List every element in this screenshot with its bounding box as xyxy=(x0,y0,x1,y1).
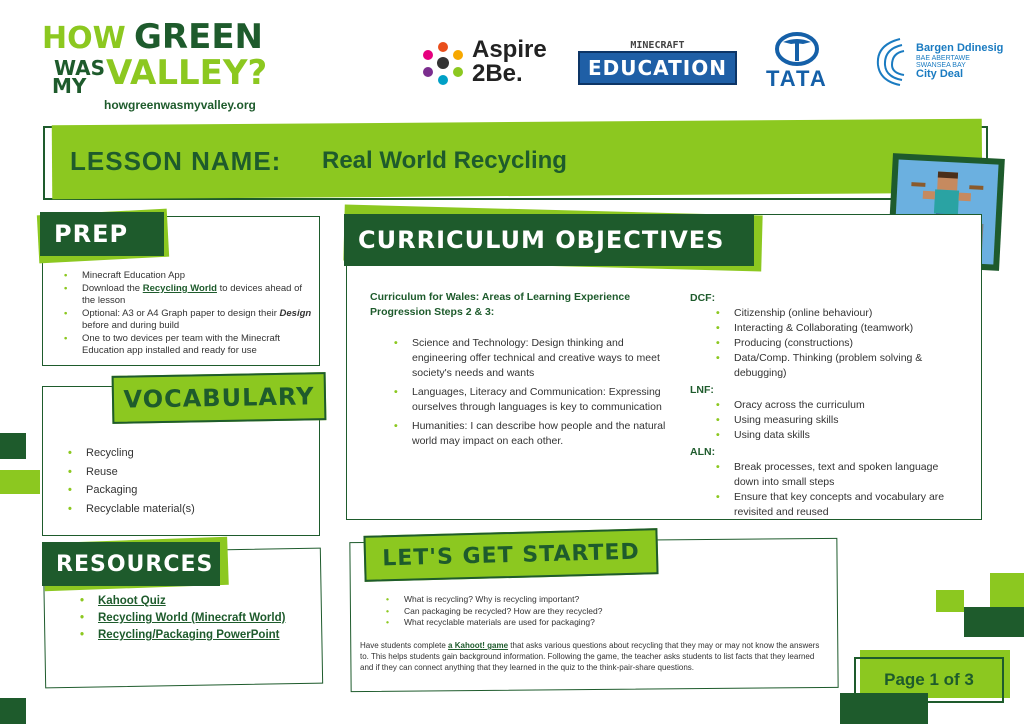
aln-item: • Break processes, text and spoken language down into small steps xyxy=(708,460,960,490)
tata-emblem-icon xyxy=(775,32,819,66)
started-paragraph: Have students complete a Kahoot! game that asks various questions about recycling that they may or may not know the answers to. This helps students gain background information. Following the game, the teacher asks students to list facts that they learned and if they can connect anything that they learned in the quiz to the think-pair-share questions. xyxy=(360,641,820,672)
prep-item: • One to two devices per team with the Minecraft Education app installed and ready for use xyxy=(56,333,314,358)
page-indicator: Page 1 of 3 xyxy=(854,657,1004,703)
question-item: • What is recycling? Why is recycling important? xyxy=(378,594,798,606)
aspire-text-1: Aspire xyxy=(472,36,547,63)
vocabulary-item: • Packaging xyxy=(60,481,300,500)
decor-square xyxy=(0,698,26,724)
minecraft-text: MINECRAFT xyxy=(630,39,685,51)
resource-item xyxy=(72,593,312,610)
prep-list xyxy=(56,270,314,358)
curriculum-list xyxy=(386,336,670,449)
vocabulary-item: • Recycling xyxy=(60,444,300,463)
prep-item: • Download the Recycling World to devices ahead of the lesson xyxy=(56,283,314,308)
education-text: EDUCATION xyxy=(578,51,737,85)
city-deal-line3: SWANSEA BAY xyxy=(916,62,966,69)
vocabulary-item: • Recyclable material(s) xyxy=(60,500,300,519)
recycling-world-link[interactable]: Recycling World xyxy=(142,282,217,294)
decor-square xyxy=(964,607,1024,637)
prep-item: • Minecraft Education App xyxy=(56,270,314,283)
decor-square xyxy=(936,590,964,612)
curriculum-heading: CURRICULUM OBJECTIVES xyxy=(344,214,754,266)
vocabulary-list xyxy=(60,444,300,518)
minecraft-education-logo xyxy=(578,30,737,94)
dcf-list xyxy=(690,306,960,381)
vocabulary-heading: VOCABULARY xyxy=(112,372,327,424)
decor-square xyxy=(0,433,26,459)
aspire-text-2: 2Be. xyxy=(472,60,523,87)
lnf-list xyxy=(690,398,960,443)
lnf-label: LNF: xyxy=(690,384,714,396)
curriculum-right-column xyxy=(690,291,960,520)
vocabulary-item: • Reuse xyxy=(60,463,300,482)
dcf-item: • Interacting & Collaborating (teamwork) xyxy=(708,321,960,336)
recycling-world-resource-link[interactable]: Recycling World (Minecraft World) xyxy=(98,612,286,624)
question-item: • Can packaging be recycled? How are they recycled? xyxy=(378,606,798,618)
resource-item xyxy=(72,627,312,644)
prep-item: • Optional: A3 or A4 Graph paper to design their Design before and during build xyxy=(56,308,314,333)
logo-word-was: WAS xyxy=(54,56,106,80)
city-deal-line2: BAE ABERTAWE xyxy=(916,54,970,62)
dcf-label: DCF: xyxy=(690,292,716,304)
city-deal-logo xyxy=(870,30,1003,94)
city-deal-line4: City Deal xyxy=(916,68,964,81)
curriculum-item: • Science and Technology: Design thinking and engineering offer technical and creative ways to meet society's needs and wants xyxy=(386,336,670,381)
lnf-item: • Using data skills xyxy=(708,428,960,443)
resources-list xyxy=(72,593,312,644)
curriculum-item: • Humanities: I can describe how people and the natural world may impact on each other. xyxy=(386,419,670,449)
kahoot-game-link[interactable]: a Kahoot! game xyxy=(448,641,509,650)
logo-word-valley: VALLEY? xyxy=(106,53,268,93)
aln-item: • Ensure that key concepts and vocabulary are revisited and reused xyxy=(708,490,960,520)
lesson-name-label: LESSON NAME: xyxy=(70,146,282,176)
decor-square xyxy=(0,470,40,494)
dcf-item: • Data/Comp. Thinking (problem solving & debugging) xyxy=(708,351,960,381)
decor-square xyxy=(840,693,928,724)
powerpoint-link[interactable]: Recycling/Packaging PowerPoint xyxy=(98,629,280,641)
logo-word-how: HOW xyxy=(42,21,126,56)
logo-word-green: GREEN xyxy=(134,17,263,57)
resources-heading: RESOURCES xyxy=(42,542,220,586)
aspire2be-logo xyxy=(418,30,547,94)
city-deal-wave-icon xyxy=(870,35,914,89)
lnf-item: • Oracy across the curriculum xyxy=(708,398,960,413)
resource-item xyxy=(72,610,312,627)
curriculum-intro: Curriculum for Wales: Areas of Learning Experience Progression Steps 2 & 3: xyxy=(370,291,631,318)
started-questions xyxy=(378,594,798,629)
lnf-item: • Using measuring skills xyxy=(708,413,960,428)
aspire2be-icon xyxy=(418,37,468,87)
aln-list xyxy=(690,460,960,520)
dcf-item: • Citizenship (online behaviour) xyxy=(708,306,960,321)
prep-heading: PREP xyxy=(40,212,164,256)
dcf-item: • Producing (constructions) xyxy=(708,336,960,351)
question-item: • What recyclable materials are used for packaging? xyxy=(378,617,798,629)
started-heading: LET'S GET STARTED xyxy=(363,528,658,582)
tata-logo xyxy=(766,30,828,94)
logo-word-my: MY xyxy=(52,74,87,98)
tata-text: TATA xyxy=(766,66,828,91)
site-url[interactable]: howgreenwasmyvalley.org xyxy=(104,98,256,112)
curriculum-item: • Languages, Literacy and Communication: Expressing ourselves through languages is key to communication xyxy=(386,385,670,415)
decor-square xyxy=(990,573,1024,607)
lesson-title: Real World Recycling xyxy=(322,147,567,174)
kahoot-quiz-link[interactable]: Kahoot Quiz xyxy=(98,595,166,607)
city-deal-line1: Bargen Ddinesig xyxy=(916,42,1004,55)
aln-label: ALN: xyxy=(690,446,716,458)
